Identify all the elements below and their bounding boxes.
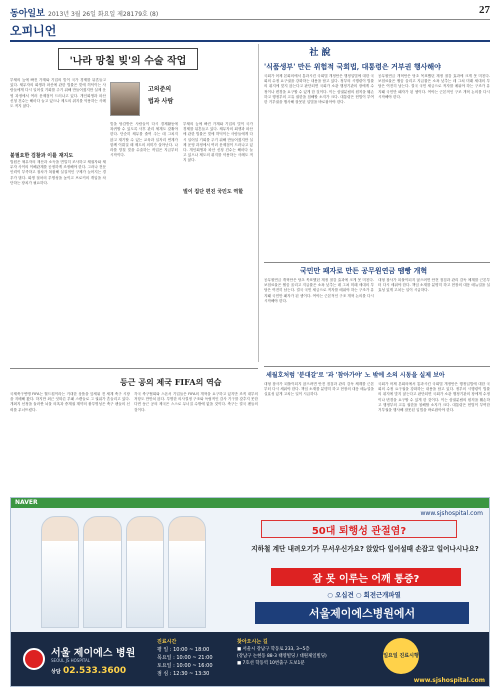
- feature-title: 등근 공의 제국 FIFA의 역습: [120, 377, 222, 387]
- editorial-paragraph: 국회가 어제 본회의에서 통과시킨 국회법 개정안은 행정입법에 대한 국회의 수정 요구권을 강화하는 내용을 담고 있다. 정부의 시행령이 법률의 취지에 맞지 않는다고 판단되면 국회가 소관 행정기관의 장에게 수정이나 변경을 요구할 수 있게 한 것이다. 이는 삼권분립의 원칙을 훼손하고 행정부의 고유 권한을 침해할 소지가 크다. 대통령은 헌법이 부여한 거부권을 행사해 잘못된 입법을 바로잡아야 한다.: [378, 382, 490, 413]
- editorial-headline: 세월호처럼 '분대갈'로 '과 '참아가야' 노 밖에 소의 시동을 실제 보아: [266, 372, 445, 379]
- editorial-paragraph: 공무원연금 개혁안은 당초 목표했던 재정 절감 효과에 크게 못 미친다. 보험료율은 찔끔 올리고 지급률은 소폭 낮추는 데 그쳐 미래 세대의 부담은 여전히 남는다. 결국 국민 세금으로 적자를 메워야 하는 구조가 유지돼 국민만 패자가 된 셈이다. 여야는 근본적인 구조 개혁 논의를 다시 시작해야 한다.: [378, 74, 490, 99]
- directions-line: ■ 7호선 학동역 10번출구 도보1분: [237, 661, 305, 666]
- masthead: [10, 4, 490, 20]
- directions-title: 찾아오시는 길: [237, 639, 268, 645]
- editorial-divider: [264, 366, 490, 367]
- ad-treatments: ○ 오십견 ○ 회전근개파열: [327, 591, 401, 599]
- editorial-headline: 국민만 패자로 만든 공무원연금 땜빵 개혁: [300, 266, 428, 275]
- editorial-paragraph: 공무원연금 개혁안은 당초 목표했던 재정 절감 효과에 크게 못 미친다. 보험료율은 찔끔 올리고 지급률은 소폭 낮추는 데 그쳐 미래 세대의 부담은 여전히 남는다. 결국 국민 세금으로 적자를 메워야 하는 구조가 유지돼 국민만 패자가 된 셈이다. 여야는 근본적인 구조 개혁 논의를 다시 시작해야 한다.: [264, 278, 374, 303]
- hospital-name-en: SEOUL JS HOSPITAL: [51, 658, 91, 663]
- ad-hospital-tagline: 서울제이에스병원에서: [255, 602, 469, 624]
- sunday-clinic-badge: 일요일 진료시행: [383, 638, 419, 674]
- column-paragraph: 부채의 늪에 빠진 가계와 기업의 빚이 국가 경제를 뒤흔들고 있다. 채무자의 회생과 파산에 관한 법률은 빚에 허덕이는 사람들에게 다시 일어설 기회를 주기 위해 만들어졌지만 실제 운영 과정에서 여러 문제점이 드러나고 있다. 개인회생과 파산 신청 건수는 해마다 늘고 있으나 제도의 취지를 악용하는 사례도 적지 않다.: [183, 122, 253, 163]
- column-subhead: 불필요한 검찰과 이를 재지도: [10, 153, 74, 159]
- author-photo: [110, 82, 140, 116]
- doctors-photo: [41, 516, 206, 628]
- editorial-headline: '식품생부' 만든 위험적 국회법, 대통령은 거부권 행사해야: [264, 62, 441, 71]
- feature-divider: [10, 368, 258, 369]
- ad-headline-shoulder: 잠 못 이루는 어깨 통증?: [271, 568, 461, 586]
- column-paragraph: 부채의 늪에 빠진 가계와 기업의 빚이 국가 경제를 뒤흔들고 있다. 채무자의 회생과 파산에 관한 법률은 빚에 허덕이는 사람들에게 다시 일어설 기회를 주기 위해 만들어졌지만 실제 운영 과정에서 여러 문제점이 드러나고 있다. 개인회생과 파산 신청 건수는 해마다 늘고 있으나 제도의 취지를 악용하는 사례도 적지 않다.: [10, 78, 106, 109]
- author-name: 고의준의: [148, 86, 172, 93]
- editorial-paragraph: 대형 참사가 되풀이되지 않으려면 안전 점검과 관리 감독 체계를 근본부터 다시 세워야 한다. 책임 소재를 분명히 하고 현장의 대응 매뉴얼을 실효성 있게 고치는 일이 시급하다.: [378, 278, 490, 293]
- feature-paragraph: 각국 축구협회와 스폰서 기업들은 FIFA의 개혁을 요구하고 있지만 조직 내부의 저항도 만만치 않다. 투명한 의사결정 구조와 독립적인 감사 기구를 갖추지 못한다면 둥근 공의 제국은 스스로 무너질 수밖에 없을 것이다. 축구는 결국 팬들의 것이다.: [134, 392, 258, 412]
- editorial-paragraph: 대형 참사가 되풀이되지 않으려면 안전 점검과 관리 감독 체계를 근본부터 다시 세워야 한다. 책임 소재를 분명히 하고 현장의 대응 매뉴얼을 실효성 있게 고치는 일이 시급하다.: [264, 382, 374, 397]
- doctor-figure: [126, 516, 164, 628]
- issue-info: 2013년 3월 26일 화요일 제28179호 (8): [48, 11, 159, 18]
- column-title: '나라 망칠 빚'의 수술 작업: [58, 48, 198, 70]
- doctor-figure: [83, 516, 121, 628]
- editorial-divider: [264, 262, 490, 263]
- column-subhead: 벌이 집단 편진 국민도 역할: [183, 189, 244, 195]
- ad-subcopy: 지하철 계단 내려오기가 무서우신가요? 앉았다 일어설때 손잡고 일어나시나요?: [251, 545, 479, 553]
- column-divider: [258, 44, 259, 362]
- column-paragraph: 법원은 채무자의 재산과 소득을 면밀히 조사하고 채권자와 채무자 사이의 이해관계를 공정하게 조정해야 한다. 그러나 전문 인력이 부족하고 절차가 복잡해 실질적인 구제가 늦어지는 경우가 많다. 회생 절차의 투명성을 높이고 브로커의 개입을 차단하는 장치가 필요하다.: [10, 160, 106, 185]
- feature-paragraph: 국제축구연맹 FIFA는 월드컵이라는 거대한 상품을 앞세워 전 세계 축구 시장을 지배해 왔다. 하지만 최근 잇따른 부패 스캔들로 그 권위가 흔들리고 있다. 개최지 선정을 둘러싼 뇌물 의혹과 중계권 계약의 불투명성은 축구 팬들의 신뢰를 무너뜨렸다.: [10, 392, 130, 412]
- editorial-paragraph: 국회가 어제 본회의에서 통과시킨 국회법 개정안은 행정입법에 대한 국회의 수정 요구권을 강화하는 내용을 담고 있다. 정부의 시행령이 법률의 취지에 맞지 않는다고 판단되면 국회가 소관 행정기관의 장에게 수정이나 변경을 요구할 수 있게 한 것이다. 이는 삼권분립의 원칙을 훼손하고 행정부의 고유 권한을 침해할 소지가 크다. 대통령은 헌법이 부여한 거부권을 행사해 잘못된 입법을 바로잡아야 한다.: [264, 74, 374, 105]
- directions: [237, 646, 377, 667]
- office-hours: [157, 638, 235, 678]
- author-role: 법과 사람: [148, 98, 174, 105]
- ad-headline-arthritis: 50대 퇴행성 관절염?: [261, 520, 457, 538]
- editorial-label: 社 說: [309, 47, 331, 58]
- hours-line: 목요일 : 10:00 ~ 21:00: [157, 655, 213, 661]
- ad-url-top: www.sjshospital.com: [420, 510, 483, 517]
- column-paragraph: 빚을 탕감받은 사람들이 다시 경제활동에 복귀할 수 있도록 사후 관리 체계도 갖춰야 한다. 단순히 채무를 줄여 주는 데 그치지 않고 재기할 수 있는 교육과 일자리 연계가 함께 이뤄질 때 제도의 의미가 살아난다. 나라를 망칠 빚을 수술하는 작업은 지금부터 시작이다.: [110, 122, 178, 158]
- hospital-logo-icon: [23, 648, 45, 670]
- directions-line: ■ 서울시 강남구 학동로 233, 3~5층: [237, 647, 310, 652]
- hospital-advertisement: [10, 497, 490, 687]
- section-title: 오피니언: [10, 24, 57, 38]
- newspaper-logo: 동아일보: [10, 9, 45, 19]
- page-number: 27: [479, 4, 490, 16]
- phone-number[interactable]: 02.533.3600: [63, 666, 127, 676]
- naver-logo: NAVER: [15, 499, 38, 506]
- hours-title: 진료시간: [157, 639, 177, 645]
- hospital-url[interactable]: www.sjshospital.com: [413, 677, 485, 684]
- hours-line: 토요일 : 10:00 ~ 16:00: [157, 663, 213, 669]
- ad-info-bar: [11, 632, 490, 687]
- doctor-figure: [168, 516, 206, 628]
- section-divider: [10, 40, 490, 42]
- hours-line: 점 심 : 12:30 ~ 13:30: [157, 671, 210, 677]
- doctor-figure: [41, 516, 79, 628]
- phone-label: 상담: [51, 669, 61, 675]
- directions-line: (강남구 논현동 88-3 태영빌딩 / 대원제일빌딩): [237, 654, 327, 659]
- ad-top-bar: [11, 498, 490, 508]
- hours-line: 평 일 : 10:00 ~ 18:00: [157, 647, 210, 653]
- hospital-name: 서울 제이에스 병원: [51, 648, 136, 659]
